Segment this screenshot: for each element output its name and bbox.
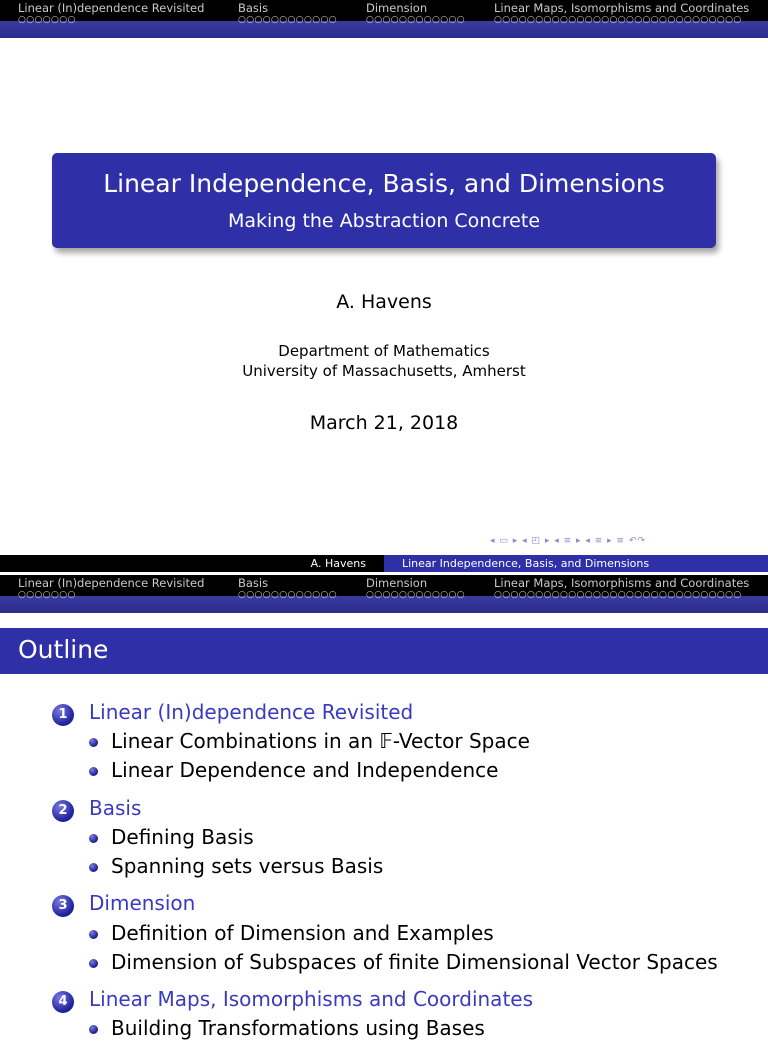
presentation-date: March 21, 2018 [309, 412, 459, 434]
section-number-badge: 3 [52, 895, 74, 917]
item-label: Building Transformations using Bases [111, 1016, 485, 1040]
nav-section-label: Linear Maps, Isomorphisms and Coordinates [494, 576, 750, 590]
bullet-icon [89, 930, 98, 939]
institution-department: Department of Mathematics [278, 342, 490, 360]
title-box [52, 153, 716, 248]
top-navbar [0, 0, 768, 38]
item-label: Linear Dependence and Independence [111, 758, 499, 782]
nav-section-label: Dimension [366, 1, 428, 15]
section-label: Linear (In)dependence Revisited [89, 700, 414, 724]
nav-section-label: Linear (In)dependence Revisited [18, 1, 205, 15]
item-label: Linear Combinations in an 𝔽-Vector Space [111, 729, 530, 753]
nav-section-label: Basis [238, 1, 269, 15]
nav-section-dots: ○○○○○○○○○○○○○○○○○○○○○○○○○○○○○○ [494, 590, 742, 600]
footer-title-box [384, 555, 768, 572]
nav-section-dots: ○○○○○○○○○○○○ [366, 15, 466, 25]
nav-section-dots: ○○○○○○○ [18, 15, 76, 25]
section-number-badge: 2 [52, 800, 74, 822]
institution-university: University of Massachusetts, Amherst [242, 362, 526, 380]
item-label: Dimension of Subspaces of finite Dimensional Vector Spaces [111, 950, 718, 974]
nav-section-label: Linear (In)dependence Revisited [18, 576, 205, 590]
nav-section-dimension[interactable] [366, 576, 465, 601]
nav-section-linear-independence[interactable] [18, 1, 204, 26]
bullet-icon [89, 959, 98, 968]
nav-section-dots: ○○○○○○○○○○○○ [238, 590, 338, 600]
nav-section-dots: ○○○○○○○○○○○○ [238, 15, 338, 25]
presentation-title: Linear Independence, Basis, and Dimensions [103, 169, 665, 198]
nav-section-basis[interactable] [238, 576, 337, 601]
presentation-subtitle: Making the Abstraction Concrete [227, 210, 541, 232]
nav-section-dimension[interactable] [366, 1, 465, 26]
bullet-icon [89, 863, 98, 872]
bullet-icon [89, 738, 98, 747]
nav-section-linear-independence[interactable] [18, 576, 204, 601]
nav-section-linear-maps[interactable] [494, 576, 749, 601]
section-number-badge: 4 [52, 991, 74, 1013]
beamer-navigation-icons[interactable]: ◂ ▭ ▸ ◂ ◰ ▸ ◂ ≡ ▸ ◂ ≡ ▸ ≡ ↶↷ [490, 536, 647, 546]
section-label: Basis [89, 796, 142, 820]
frame-title: Outline [18, 635, 109, 664]
frame-title-bar [0, 628, 768, 674]
footer-author: A. Havens [310, 557, 366, 570]
footer-title: Linear Independence, Basis, and Dimensions [402, 557, 650, 570]
nav-section-label: Basis [238, 576, 269, 590]
top-navbar-slide2 [0, 575, 768, 613]
nav-section-label: Dimension [366, 576, 428, 590]
nav-section-label: Linear Maps, Isomorphisms and Coordinates [494, 1, 750, 15]
bullet-icon [89, 834, 98, 843]
nav-section-basis[interactable] [238, 1, 337, 26]
footer-author-box [0, 555, 384, 572]
section-label: Dimension [89, 891, 196, 915]
nav-section-linear-maps[interactable] [494, 1, 749, 26]
author-name: A. Havens [336, 291, 432, 313]
section-label: Linear Maps, Isomorphisms and Coordinates [89, 987, 534, 1011]
item-label: Definition of Dimension and Examples [111, 921, 494, 945]
nav-section-dots: ○○○○○○○ [18, 590, 76, 600]
section-number-badge: 1 [52, 704, 74, 726]
slide-footer [0, 555, 768, 572]
nav-section-dots: ○○○○○○○○○○○○ [366, 590, 466, 600]
bullet-icon [89, 1025, 98, 1034]
item-label: Spanning sets versus Basis [111, 854, 384, 878]
bullet-icon [89, 767, 98, 776]
nav-section-dots: ○○○○○○○○○○○○○○○○○○○○○○○○○○○○○○ [494, 15, 742, 25]
item-label: Defining Basis [111, 825, 254, 849]
